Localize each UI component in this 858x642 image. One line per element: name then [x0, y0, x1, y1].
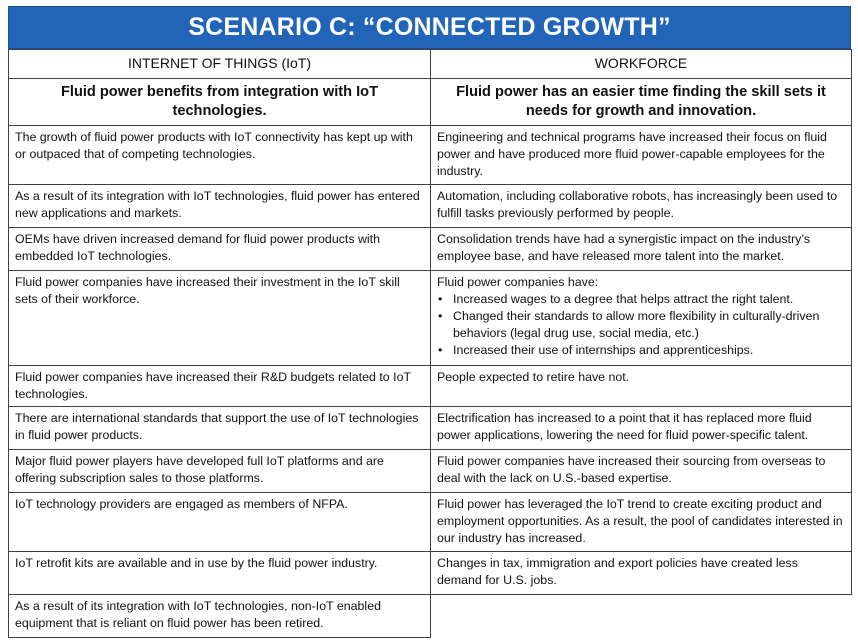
workforce-bullet-list — [437, 291, 845, 360]
table-row — [9, 493, 852, 552]
table-row — [9, 450, 852, 493]
iot-cell: Fluid power companies have increased their R&D budgets related to IoT technologies. — [9, 365, 431, 406]
table-row — [9, 184, 852, 227]
workforce-cell: Automation, including collaborative robots, has increasingly been used to fulfill tasks previously performed by people. — [431, 184, 852, 227]
iot-cell: IoT technology providers are engaged as members of NFPA. — [9, 493, 431, 552]
scenario-table — [8, 49, 852, 638]
table-row — [9, 227, 852, 270]
subheader-row — [9, 79, 852, 126]
workforce-cell: Changes in tax, immigration and export policies have created less demand for U.S. jobs. — [431, 551, 852, 594]
iot-cell: As a result of its integration with IoT technologies, fluid power has entered new applications and markets. — [9, 184, 431, 227]
list-item: • Changed their standards to allow more flexibility in culturally-driven behaviors (legal drug use, social media, etc.) — [453, 308, 845, 342]
scenario-title: SCENARIO C: “CONNECTED GROWTH” — [8, 6, 851, 49]
table-row — [9, 126, 852, 185]
list-item: • Increased wages to a degree that helps attract the right talent. — [453, 291, 845, 308]
table-row — [9, 365, 852, 406]
table-row — [9, 551, 852, 594]
workforce-cell: Fluid power companies have increased their sourcing from overseas to deal with the lack on U.S.-based expertise. — [431, 450, 852, 493]
workforce-cell: Consolidation trends have had a synergistic impact on the industry’s employee base, and have released more talent into the market. — [431, 227, 852, 270]
workforce-column-header: WORKFORCE — [431, 50, 852, 79]
workforce-cell: Electrification has increased to a point that it has replaced more fluid power applications, lowering the need for fluid power-specific talent. — [431, 407, 852, 450]
iot-cell: The growth of fluid power products with IoT connectivity has kept up with or outpaced that of competing technologies. — [9, 126, 431, 185]
iot-cell: IoT retrofit kits are available and in use by the fluid power industry. — [9, 551, 431, 594]
iot-cell: As a result of its integration with IoT technologies, non-IoT enabled equipment that is reliant on fluid power has been retired. — [9, 594, 431, 637]
iot-cell: Fluid power companies have increased their investment in the IoT skill sets of their workforce. — [9, 270, 431, 365]
table-row — [9, 270, 852, 365]
iot-cell: OEMs have driven increased demand for fluid power products with embedded IoT technologies. — [9, 227, 431, 270]
iot-subheader: Fluid power benefits from integration with IoT technologies. — [9, 79, 431, 126]
table-row — [9, 594, 852, 637]
iot-column-header: INTERNET OF THINGS (IoT) — [9, 50, 431, 79]
workforce-subheader: Fluid power has an easier time finding the skill sets it needs for growth and innovation. — [431, 79, 852, 126]
scenario-document — [8, 6, 851, 638]
iot-cell: There are international standards that support the use of IoT technologies in fluid power products. — [9, 407, 431, 450]
workforce-cell: People expected to retire have not. — [431, 365, 852, 406]
column-header-row — [9, 50, 852, 79]
list-item: • Increased their use of internships and apprenticeships. — [453, 342, 845, 359]
table-row — [9, 407, 852, 450]
workforce-cell: Fluid power has leveraged the IoT trend to create exciting product and employment opportunities. As a result, the pool of candidates interested in our industry has increased. — [431, 493, 852, 552]
empty-cell — [431, 594, 852, 637]
workforce-cell — [431, 270, 852, 365]
iot-cell: Major fluid power players have developed full IoT platforms and are offering subscription sales to those platforms. — [9, 450, 431, 493]
workforce-cell-intro: Fluid power companies have: — [437, 274, 599, 289]
workforce-cell: Engineering and technical programs have increased their focus on fluid power and have produced more fluid power-capable employees for the industry. — [431, 126, 852, 185]
